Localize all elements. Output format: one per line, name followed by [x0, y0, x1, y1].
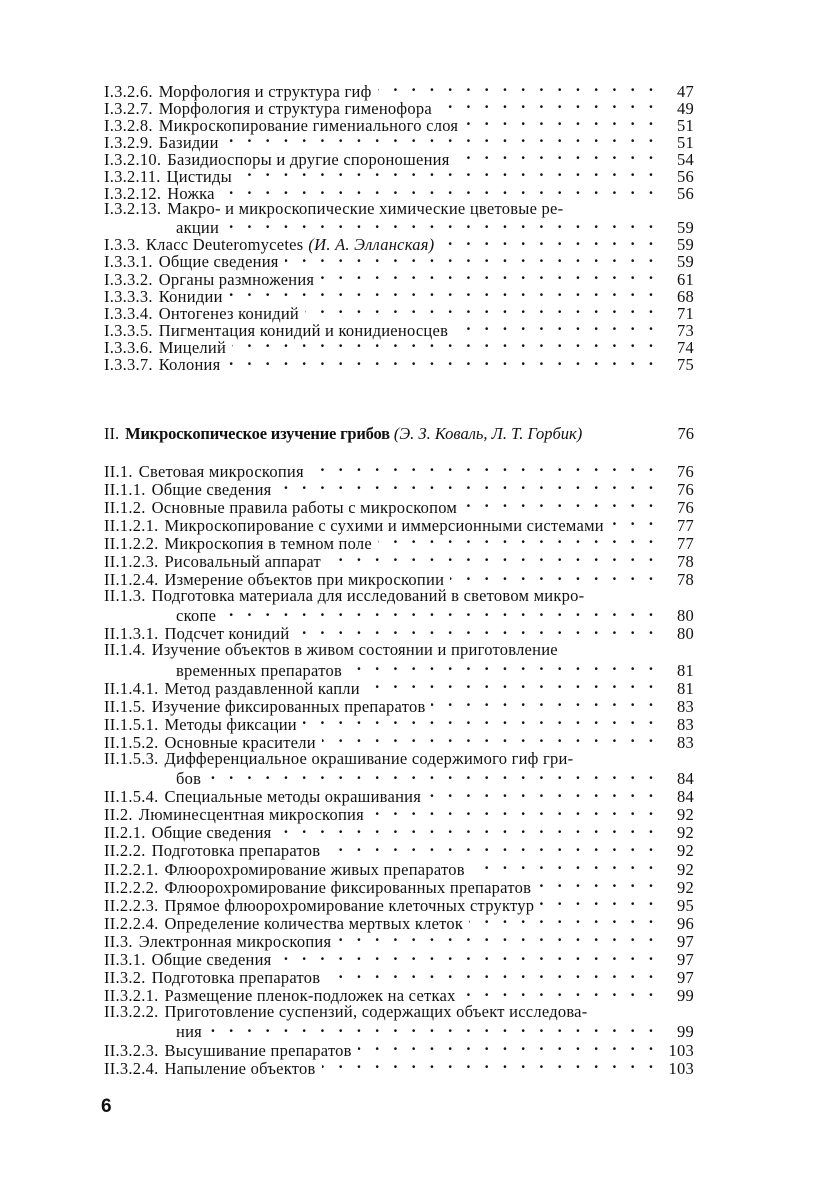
toc-entry-title: Микроскопирование гимениального слоя: [158, 115, 459, 135]
toc-entry: [104, 641, 694, 659]
toc-entry: [104, 695, 694, 716]
dot-leader: [320, 268, 658, 285]
toc-entry-page: 59: [677, 252, 694, 272]
toc-entry: [104, 251, 694, 272]
toc-entry-title: Морфология и структура гименофора: [158, 98, 432, 118]
toc-entry: [104, 319, 694, 340]
toc-entry: [104, 731, 694, 752]
dot-leader: [462, 985, 658, 1002]
toc-entry: [104, 894, 694, 915]
toc-entry-title: Конидии: [158, 286, 223, 306]
toc-entry: [104, 285, 694, 306]
toc-entry-title: Изучение объектов в живом состоянии и приготовление: [151, 639, 558, 659]
toc-entry-page: 51: [677, 115, 694, 135]
toc-entry-page: 80: [677, 624, 694, 644]
toc-entry: [104, 478, 694, 499]
toc-entry-title: Изучение фиксированных препаратов: [151, 696, 426, 716]
toc-entry: [104, 550, 694, 571]
dot-leader: [327, 550, 658, 567]
toc-entry-continuation: [104, 768, 694, 789]
toc-entry-number: II.1.2.1.: [104, 515, 159, 535]
toc-entry: [104, 200, 694, 217]
dot-leader: [278, 478, 658, 495]
toc-entry-title: Высушивание препаратов: [164, 1040, 352, 1060]
toc-entry-page: 92: [677, 877, 694, 897]
toc-entry-title: Основные красители: [164, 732, 316, 752]
toc-entry-number: II.1.4.1.: [104, 678, 159, 698]
toc-section-2: [104, 460, 694, 1078]
toc-entry: [104, 587, 694, 605]
toc-entry-author: (И. А. Элланская): [308, 235, 435, 255]
toc-entry-number: II.1.: [104, 461, 133, 481]
toc-entry-page: 76: [677, 479, 694, 499]
dot-leader: [540, 894, 658, 911]
toc-entry-number: I.3.3.4.: [104, 303, 153, 323]
dot-leader: [207, 768, 658, 785]
toc-entry-number: I.3.3.6.: [104, 337, 153, 357]
dot-leader: [358, 1039, 658, 1056]
toc-entry-title: Прямое флюорохромирование клеточных структур: [164, 895, 535, 915]
toc-entry-title: Флюорохромирование живых препаратов: [164, 859, 465, 879]
toc-entry-number: I.3.2.9.: [104, 132, 153, 152]
toc-entry-number: II.1.2.: [104, 497, 146, 517]
toc-entry-title: Колония: [158, 355, 221, 374]
toc-entry-number: II.3.: [104, 931, 133, 951]
toc-entry: [104, 234, 694, 255]
toc-entry-number: II.1.2.4.: [104, 570, 159, 590]
toc-entry-title: Люминесцентная микроскопия: [138, 805, 364, 825]
toc-entry-number: II.1.2.2.: [104, 533, 159, 553]
chapter-heading: [104, 424, 694, 444]
toc-entry: [104, 804, 694, 825]
toc-entry: [104, 336, 694, 357]
toc-entry-title: Общие сведения: [158, 252, 279, 272]
toc-entry-title: Общие сведения: [151, 479, 272, 499]
dot-leader: [440, 234, 658, 251]
dot-leader: [378, 80, 658, 97]
toc-entry-title: Дифференциальное окрашивание содержимого гиф гри-: [164, 748, 574, 768]
toc-entry-title: Общие сведения: [151, 823, 272, 843]
toc-entry-page: 75: [677, 355, 694, 374]
toc-entry: [104, 840, 694, 861]
dot-leader: [208, 1021, 658, 1038]
toc-entry: [104, 1057, 694, 1078]
toc-entry-title: Мицелий: [158, 337, 227, 357]
dot-leader: [221, 183, 658, 200]
toc-entry: [104, 967, 694, 988]
dot-leader: [225, 217, 658, 234]
toc-entry: [104, 949, 694, 970]
toc-entry-number: I.3.2.12.: [104, 184, 162, 204]
dot-leader: [303, 713, 658, 730]
toc-entry-page: 83: [677, 696, 694, 716]
toc-entry-page: 77: [677, 515, 694, 535]
toc-entry-number: II.1.5.4.: [104, 787, 159, 807]
toc-entry-continuation: [104, 605, 694, 626]
toc-entry-title: Микроскопия в темном поле: [164, 533, 372, 553]
toc-entry-number: II.1.5.: [104, 696, 146, 716]
toc-entry-number: I.3.2.10.: [104, 149, 162, 169]
toc-entry: [104, 750, 694, 768]
toc-entry-number: I.3.2.6.: [104, 81, 153, 101]
toc-entry-continuation: [104, 659, 694, 680]
toc-entry-number: II.2.2.3.: [104, 895, 159, 915]
toc-entry-number: II.2.2.4.: [104, 913, 159, 933]
toc-entry-title: Флюорохромирование фиксированных препаратов: [164, 877, 532, 897]
toc-entry-number: I.3.3.3.: [104, 286, 153, 306]
dot-leader: [285, 251, 658, 268]
toc-entry-title: Световая микроскопия: [138, 461, 304, 481]
toc-entry-page: 61: [677, 269, 694, 289]
toc-entry: [104, 302, 694, 323]
dot-leader: [278, 822, 658, 839]
toc-entry-page: 97: [677, 931, 694, 951]
toc-entry-title: Класс Deuteromycetes: [145, 235, 304, 255]
chapter-title: Микроскопическое изучение грибов: [125, 424, 390, 443]
toc-entry-number: I.3.3.: [104, 235, 140, 255]
toc-entry: [104, 822, 694, 843]
toc-entry-page: 83: [677, 714, 694, 734]
dot-leader: [378, 532, 658, 549]
toc-entry-page: 84: [677, 787, 694, 807]
toc-entry-page: 83: [677, 732, 694, 752]
toc-entry-title: Метод раздавленной капли: [164, 678, 360, 698]
toc-entry-number: I.3.3.5.: [104, 320, 153, 340]
toc-entry-title-continued: временных препаратов: [176, 660, 342, 680]
toc-entry-title: Специальные методы окрашивания: [164, 787, 422, 807]
toc-entry-page: 103: [668, 1058, 694, 1078]
toc-entry-number: II.1.4.: [104, 639, 146, 659]
toc-entry: [104, 677, 694, 698]
toc-entry-page: 51: [677, 132, 694, 152]
toc-entry-title: Базидии: [158, 132, 219, 152]
toc-entry-title: Онтогенез конидий: [158, 303, 300, 323]
dot-leader: [366, 677, 658, 694]
toc-entry: [104, 131, 694, 152]
toc-entry-number: I.3.2.11.: [104, 166, 161, 186]
toc-entry-page: 59: [677, 235, 694, 255]
toc-entry-number: II.1.1.: [104, 479, 146, 499]
toc-entry-number: II.2.: [104, 805, 133, 825]
toc-entry: [104, 114, 694, 135]
dot-leader: [326, 967, 658, 984]
toc-entry-page: 92: [677, 823, 694, 843]
toc-entry-page: 78: [677, 570, 694, 590]
toc-entry: [104, 569, 694, 590]
toc-entry-number: II.3.1.: [104, 950, 146, 970]
toc-entry-title: Морфология и структура гиф: [158, 81, 372, 101]
toc-entry-title: Напыление объектов: [164, 1058, 316, 1078]
toc-entry: [104, 713, 694, 734]
dot-leader: [310, 460, 658, 477]
dot-leader: [464, 114, 658, 131]
toc-entry-title: Органы размножения: [158, 269, 315, 289]
dot-leader: [322, 731, 658, 748]
toc-entry-continuation: [104, 217, 694, 238]
toc-entry-number: II.2.1.: [104, 823, 146, 843]
dot-leader: [463, 496, 658, 513]
toc-entry-number: II.3.2.3.: [104, 1040, 159, 1060]
toc-entry-title: Макро- и микроскопические химические цветовые ре-: [167, 198, 564, 218]
toc-entry: [104, 930, 694, 951]
toc-entry-title-continued: акции: [176, 218, 220, 238]
toc-entry-page: 103: [668, 1040, 694, 1060]
toc-entry-title: Подсчет конидий: [164, 624, 290, 644]
toc-entry-title: Основные правила работы с микроскопом: [151, 497, 458, 517]
toc-entry-title: Подготовка препаратов: [151, 968, 321, 988]
toc-entry: [104, 1003, 694, 1021]
toc-entry-page: 76: [677, 497, 694, 517]
toc-entry: [104, 354, 694, 374]
toc-entry-page: 49: [677, 98, 694, 118]
toc-entry-number: II.3.2.1.: [104, 986, 159, 1006]
toc-entry: [104, 1039, 694, 1060]
toc-entry-number: II.2.2.1.: [104, 859, 159, 879]
toc-entry-title: Электронная микроскопия: [138, 931, 332, 951]
toc-entry: [104, 876, 694, 897]
dot-leader: [305, 302, 658, 319]
dot-leader: [326, 840, 658, 857]
toc-entry-page: 80: [677, 606, 694, 626]
toc-entry-title: Общие сведения: [151, 950, 272, 970]
toc-entry-page: 92: [677, 859, 694, 879]
toc-entry-page: 99: [677, 986, 694, 1006]
dot-leader: [232, 336, 658, 353]
toc-entry: [104, 532, 694, 553]
toc-entry: [104, 623, 694, 644]
toc-entry-title: Подготовка препаратов: [151, 841, 321, 861]
toc-entry-number: I.3.3.1.: [104, 252, 153, 272]
toc-entry-number: I.3.2.7.: [104, 98, 153, 118]
toc-entry-page: 96: [677, 913, 694, 933]
toc-entry-page: 56: [677, 166, 694, 186]
toc-entry-number: II.3.2.: [104, 968, 146, 988]
toc-entry-title: Базидиоспоры и другие спороношения: [167, 149, 450, 169]
toc-entry-title: Микроскопирование с сухими и иммерсионными системами: [164, 515, 604, 535]
toc-entry-number: II.1.5.1.: [104, 714, 159, 734]
toc-entry: [104, 183, 694, 204]
toc-entry-page: 54: [677, 149, 694, 169]
toc-entry-number: II.3.2.4.: [104, 1058, 159, 1078]
dot-leader: [348, 659, 658, 676]
toc-entry-page: 73: [677, 320, 694, 340]
toc-section-1: [104, 80, 694, 374]
dot-leader: [469, 912, 658, 929]
toc-entry-number: II.1.5.2.: [104, 732, 159, 752]
dot-leader: [238, 165, 658, 182]
toc-entry: [104, 165, 694, 186]
dot-leader: [537, 876, 658, 893]
toc-entry-number: II.1.3.: [104, 585, 146, 605]
toc-entry-title: Методы фиксации: [164, 714, 297, 734]
toc-entry-title: Пигментация конидий и конидиеносцев: [158, 320, 449, 340]
dot-leader: [370, 804, 658, 821]
toc-entry-title: Измерение объектов при микроскопии: [164, 570, 445, 590]
toc-entry-number: II.1.2.3.: [104, 551, 159, 571]
toc-entry-title: Рисовальный аппарат: [164, 551, 321, 571]
toc-entry-title: Цистиды: [166, 166, 232, 186]
toc-entry-title: Подготовка материала для исследований в световом микро-: [151, 585, 585, 605]
dot-leader: [226, 354, 658, 371]
dot-leader: [322, 1057, 658, 1074]
dot-leader: [450, 569, 658, 586]
toc-entry-title: Приготовление суспензий, содержащих объект исследова-: [164, 1001, 588, 1021]
toc-entry: [104, 268, 694, 289]
toc-entry: [104, 460, 694, 481]
toc-entry-number: II.1.3.1.: [104, 624, 159, 644]
toc-entry-page: 47: [677, 81, 694, 101]
toc-entry-page: 77: [677, 533, 694, 553]
toc-entry-number: I.3.2.8.: [104, 115, 153, 135]
toc-entry-title: Ножка: [167, 184, 215, 204]
page-number: 6: [101, 1096, 112, 1117]
dot-leader: [610, 514, 658, 531]
toc-entry-page: 97: [677, 968, 694, 988]
chapter-authors: (Э. З. Коваль, Л. Т. Горбик): [393, 424, 583, 443]
toc-entry-number: I.3.3.2.: [104, 269, 153, 289]
toc-entry: [104, 514, 694, 535]
toc-entry-page: 92: [677, 805, 694, 825]
toc-entry-title: Размещение пленок-подложек на сетках: [164, 986, 456, 1006]
chapter-number: II.: [104, 424, 120, 443]
toc-entry-page: 71: [677, 303, 694, 323]
toc-entry: [104, 985, 694, 1006]
toc-entry-number: I.3.3.7.: [104, 355, 153, 374]
toc-entry-number: II.3.2.2.: [104, 1001, 159, 1021]
toc-entry: [104, 912, 694, 933]
toc-entry-page: 92: [677, 841, 694, 861]
toc-entry: [104, 97, 694, 118]
dot-leader: [427, 786, 658, 803]
dot-leader: [229, 285, 658, 302]
toc-entry-continuation: [104, 1021, 694, 1042]
dot-leader: [454, 319, 658, 336]
toc-entry-page: 81: [677, 660, 694, 680]
toc-entry-page: 76: [677, 461, 694, 481]
toc-entry-page: 95: [677, 895, 694, 915]
toc-entry-number: I.3.2.13.: [104, 198, 162, 218]
toc-entry-number: II.1.5.3.: [104, 748, 159, 768]
dot-leader: [431, 695, 658, 712]
toc-entry-page: 99: [677, 1022, 694, 1042]
dot-leader: [456, 148, 658, 165]
dot-leader: [222, 605, 658, 622]
dot-leader: [278, 949, 658, 966]
dot-leader: [471, 858, 658, 875]
toc-entry-page: 74: [677, 337, 694, 357]
chapter-page: 76: [677, 424, 694, 443]
dot-leader: [225, 131, 658, 148]
toc-entry-page: 78: [677, 551, 694, 571]
dot-leader: [337, 930, 658, 947]
toc-entry-title-continued: бов: [176, 769, 202, 789]
toc-entry-number: II.2.2.2.: [104, 877, 159, 897]
toc-entry-page: 59: [677, 218, 694, 238]
toc-entry-title: Определение количества мертвых клеток: [164, 913, 464, 933]
toc-entry-page: 56: [677, 184, 694, 204]
toc-entry-title-continued: скопе: [176, 606, 217, 626]
toc-entry: [104, 858, 694, 879]
toc-entry: [104, 786, 694, 807]
toc-entry-page: 84: [677, 769, 694, 789]
dot-leader: [438, 97, 658, 114]
toc-entry-title-continued: ния: [176, 1022, 202, 1042]
toc-entry-number: II.2.2.: [104, 841, 146, 861]
toc-entry-page: 81: [677, 678, 694, 698]
toc-entry-page: 68: [677, 286, 694, 306]
toc-entry-page: 97: [677, 950, 694, 970]
toc-entry: [104, 148, 694, 169]
toc-entry: [104, 80, 694, 101]
dot-leader: [295, 623, 658, 640]
toc-entry: [104, 496, 694, 517]
